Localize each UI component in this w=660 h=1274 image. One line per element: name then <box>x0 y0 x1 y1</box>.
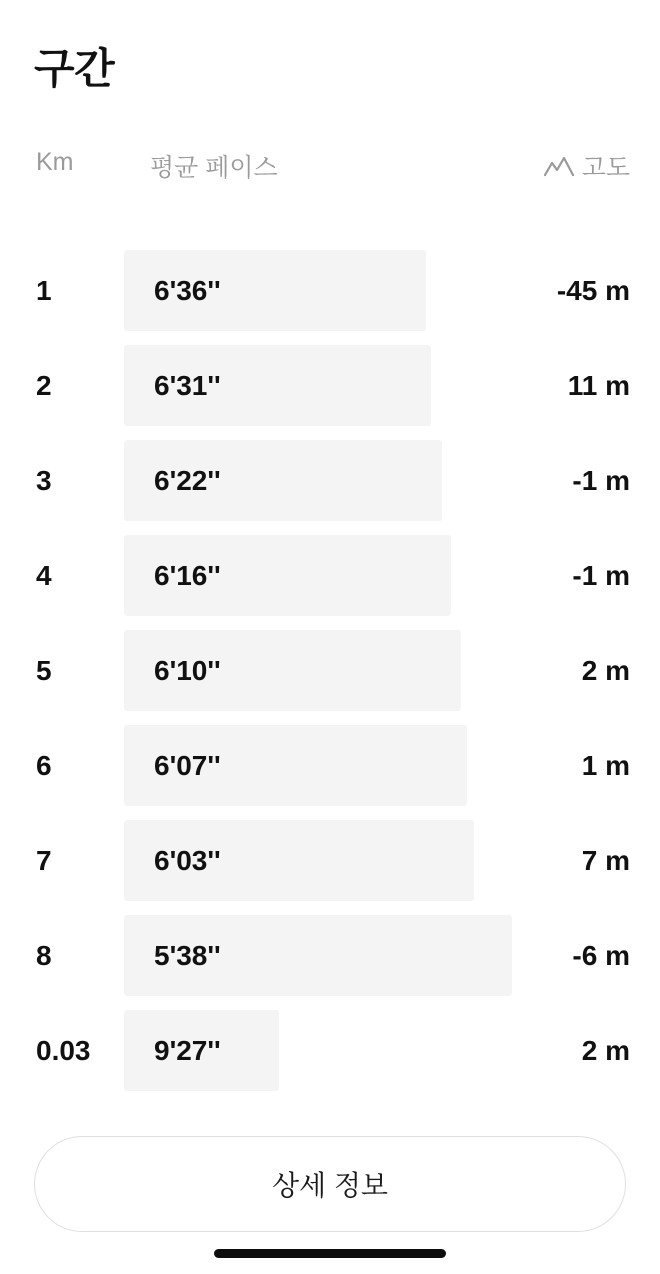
column-header-elevation: 고도 <box>581 154 630 182</box>
table-row <box>0 433 660 528</box>
table-row <box>0 243 660 338</box>
row-pace-value: 9'27'' <box>154 1034 221 1066</box>
row-pace-value: 6'03'' <box>154 844 221 876</box>
row-elevation-value: 2 m <box>581 654 630 686</box>
row-elevation-value: 11 m <box>567 369 630 401</box>
row-km-value: 4 <box>36 559 52 591</box>
row-km-value: 3 <box>36 464 52 496</box>
row-elevation-value: 1 m <box>581 749 630 781</box>
table-header <box>0 148 660 192</box>
row-elevation-value: -1 m <box>572 559 630 591</box>
row-km-value: 2 <box>36 369 52 401</box>
row-km-value: 0.03 <box>36 1034 91 1066</box>
row-km-value: 5 <box>36 654 52 686</box>
row-pace-value: 6'10'' <box>154 654 221 686</box>
row-km-value: 8 <box>36 939 52 971</box>
row-pace-value: 6'36'' <box>154 274 221 306</box>
table-row <box>0 908 660 1003</box>
row-pace-value: 6'16'' <box>154 559 221 591</box>
row-elevation-value: 2 m <box>581 1034 630 1066</box>
row-elevation-value: 7 m <box>581 844 630 876</box>
table-row <box>0 528 660 623</box>
table-row <box>0 623 660 718</box>
segments-list <box>0 243 660 1098</box>
row-pace-value: 6'07'' <box>154 749 221 781</box>
row-elevation-value: -45 m <box>556 274 630 306</box>
detail-info-button[interactable]: 상세 정보 <box>34 1136 626 1232</box>
table-row <box>0 338 660 433</box>
row-pace-value: 5'38'' <box>154 939 221 971</box>
row-elevation-value: -6 m <box>572 939 630 971</box>
mountain-icon <box>544 154 574 178</box>
row-pace-value: 6'31'' <box>154 369 221 401</box>
page-title: 구간 <box>34 45 115 92</box>
row-km-value: 6 <box>36 749 52 781</box>
row-km-value: 1 <box>36 274 52 306</box>
table-row <box>0 813 660 908</box>
row-km-value: 7 <box>36 844 52 876</box>
table-row <box>0 718 660 813</box>
column-header-pace: 평균 페이스 <box>150 154 278 182</box>
column-header-km: Km <box>36 148 74 176</box>
home-indicator[interactable] <box>214 1249 446 1258</box>
row-pace-value: 6'22'' <box>154 464 221 496</box>
row-elevation-value: -1 m <box>572 464 630 496</box>
column-header-elevation-group <box>544 148 630 184</box>
table-row <box>0 1003 660 1098</box>
